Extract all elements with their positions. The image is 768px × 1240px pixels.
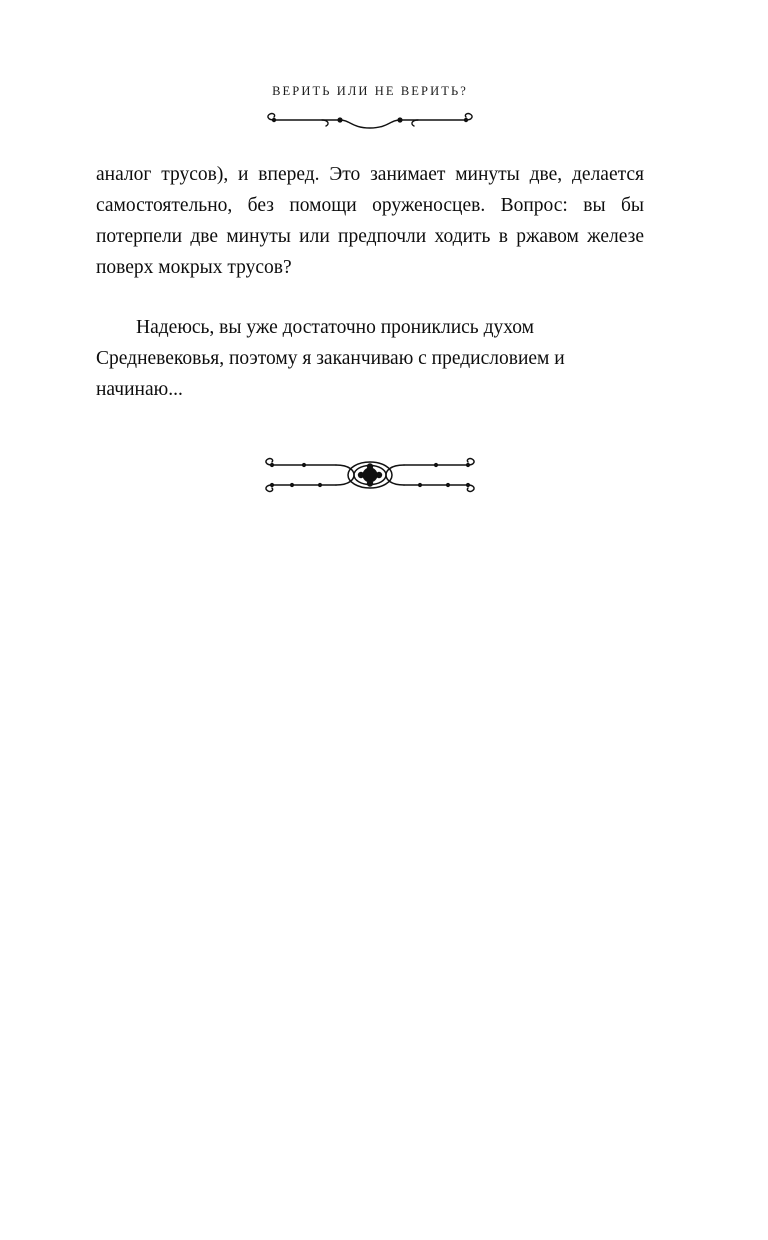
bottom-ornament [262, 451, 478, 499]
body-text [96, 159, 644, 405]
page-blank-area [96, 499, 644, 1199]
running-head: ВЕРИТЬ ИЛИ НЕ ВЕРИТЬ? [272, 84, 468, 98]
paragraph-continued: аналог трусов), и вперед. Это занимает минуты две, делается самостоятельно, без помощи оруженосцев. Вопрос: вы бы потерпели две минуты или предпочли ходить в ржавом железе поверх мокрых трусов? [96, 164, 644, 278]
top-ornament [262, 111, 478, 137]
paragraph-closing: Надеюсь, вы уже достаточно прониклись духом Средневековья, поэтому я заканчиваю с предисловием и начинаю... [96, 317, 565, 400]
page-content [96, 0, 644, 1199]
